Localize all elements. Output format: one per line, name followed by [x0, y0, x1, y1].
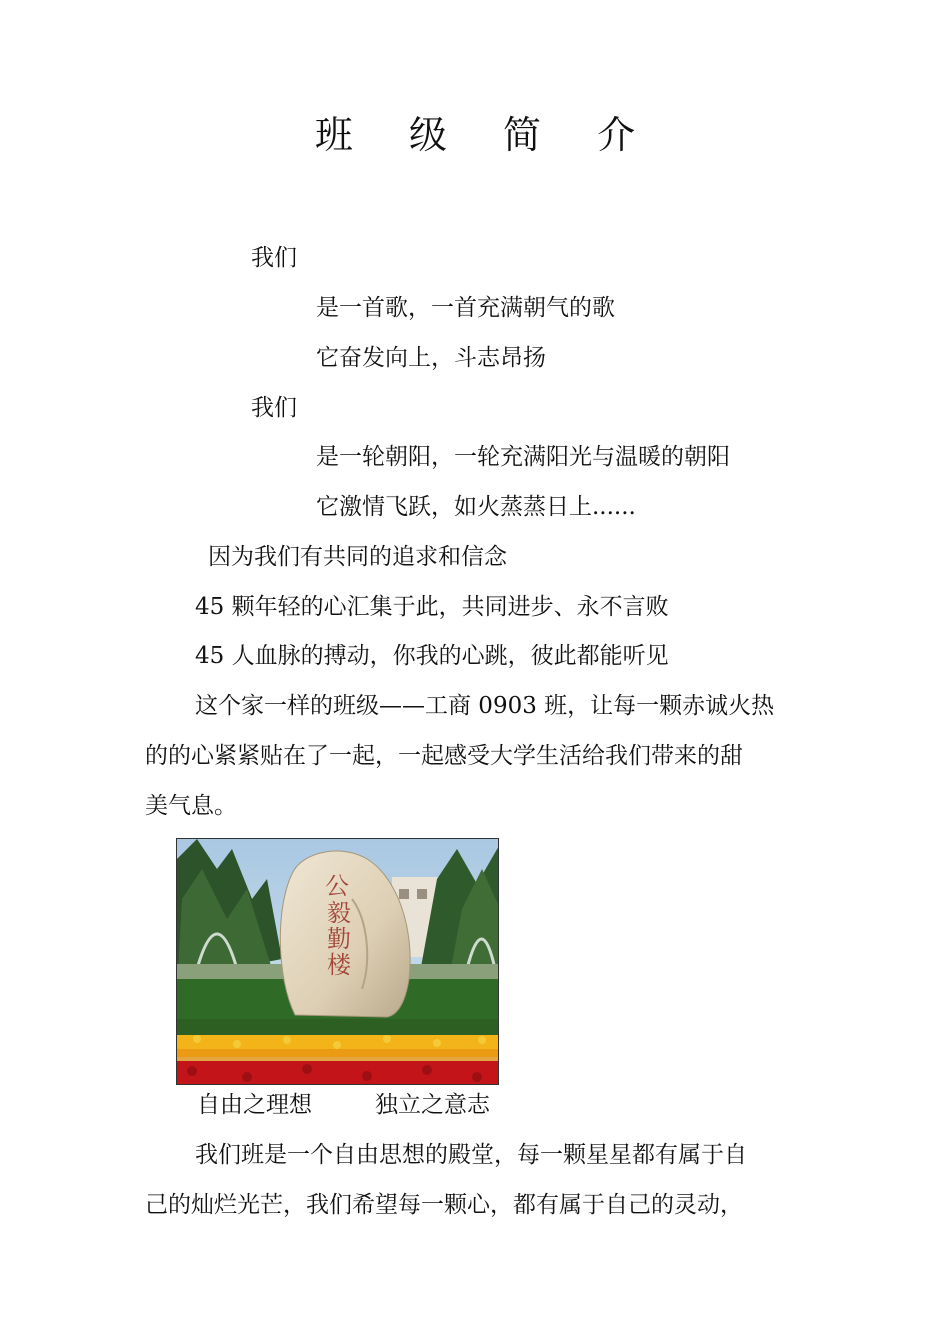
body-line-6: 美气息。 — [145, 793, 237, 819]
page-title: 班 级 简 介 — [314, 113, 658, 157]
body-line-4: 这个家一样的班级——工商 0903 班，让每一颗赤诚火热 — [195, 693, 775, 719]
stone-char-3: 勤 — [327, 925, 351, 953]
body-line-1: 因为我们有共同的追求和信念 — [208, 544, 507, 570]
stone-char-2: 毅 — [327, 899, 351, 927]
poem-line-3: 它奋发向上，斗志昂扬 — [316, 345, 546, 371]
body-line-2: 45 颗年轻的心汇集于此，共同进步、永不言败 — [195, 594, 669, 620]
caption-right: 独立之意志 — [375, 1092, 490, 1118]
poem-line-2: 是一首歌，一首充满朝气的歌 — [316, 295, 615, 321]
poem-line-4: 我们 — [251, 395, 297, 421]
body2-line-2: 己的灿烂光芒，我们希望每一颗心，都有属于自己的灵动， — [145, 1192, 743, 1218]
stone-char-1: 公 — [325, 872, 349, 900]
poem-line-1: 我们 — [251, 245, 297, 271]
campus-stone-photo — [176, 838, 499, 1085]
caption-left: 自由之理想 — [197, 1092, 312, 1118]
poem-line-5: 是一轮朝阳，一轮充满阳光与温暖的朝阳 — [316, 444, 730, 470]
body-line-5: 的的心紧紧贴在了一起，一起感受大学生活给我们带来的甜 — [145, 743, 743, 769]
poem-line-6: 它激情飞跃，如火蒸蒸日上...... — [316, 494, 636, 520]
stone-char-4: 楼 — [327, 951, 351, 979]
body-line-3: 45 人血脉的搏动，你我的心跳，彼此都能听见 — [195, 643, 669, 669]
body2-line-1: 我们班是一个自由思想的殿堂，每一颗星星都有属于自 — [195, 1142, 747, 1168]
